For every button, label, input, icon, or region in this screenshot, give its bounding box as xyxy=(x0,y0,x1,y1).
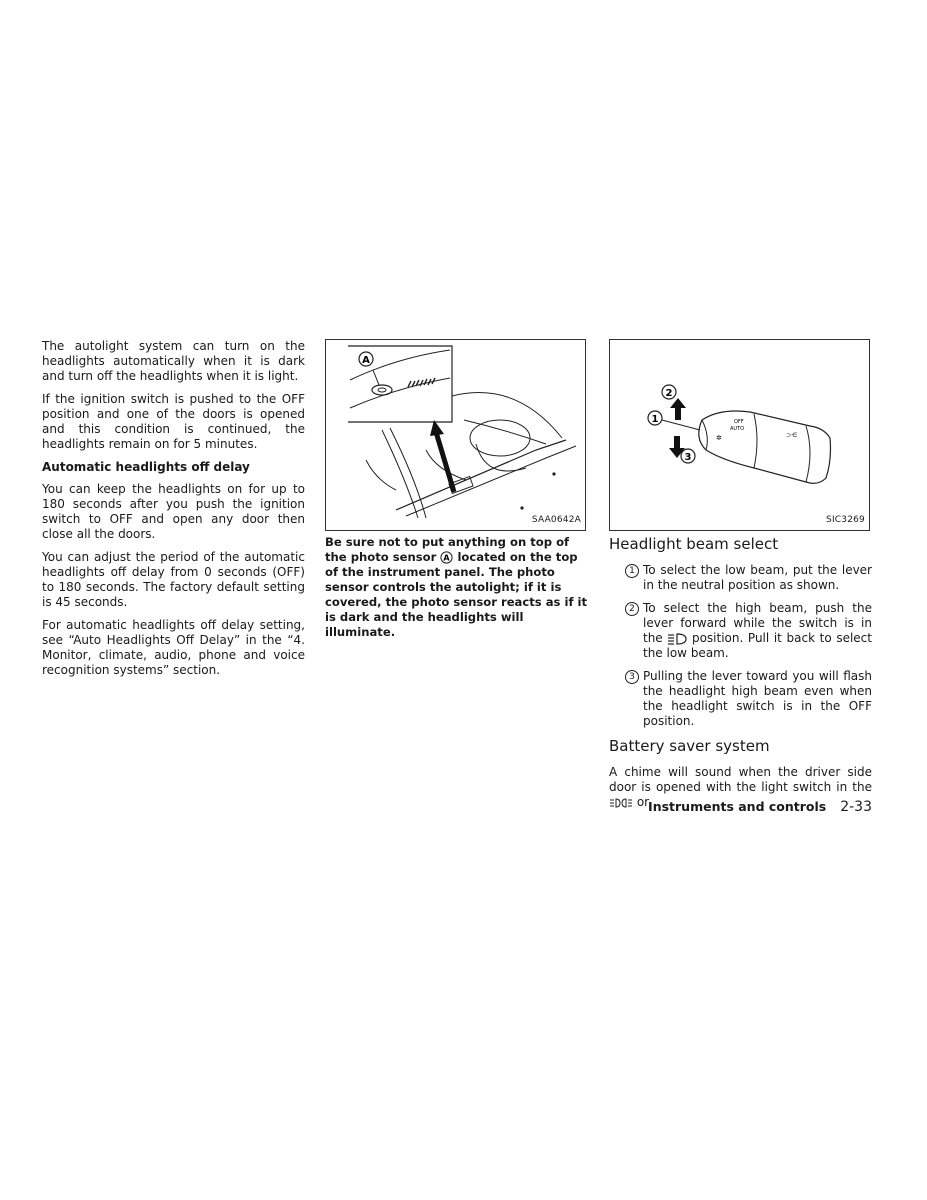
autolight-intro: The autolight system can turn on the headlights automatically when it is dark and turn off the headlights when it is light. xyxy=(42,339,305,383)
left-column xyxy=(42,339,305,686)
battery-text-b: or xyxy=(636,795,650,809)
callout-a-marker xyxy=(326,340,587,532)
battery-text-a: A chime will sound when the driver side door is opened with the light switch in the xyxy=(609,765,872,794)
photo-sensor-caption xyxy=(325,535,588,640)
svg-text:3: 3 xyxy=(684,452,692,463)
figure-id: SIC3269 xyxy=(826,515,865,525)
callout-3 xyxy=(681,449,695,463)
callout-a-label: A xyxy=(362,355,370,366)
right-column xyxy=(609,339,872,818)
svg-text:2: 2 xyxy=(665,388,673,399)
caption-part-1: Be sure not to put anything on top of the photo sensor xyxy=(325,535,570,564)
page-number: 2-33 xyxy=(840,799,872,815)
caption-part-2: located on the top of the instrument panel. The photo sensor controls the autolight; if it is covered, the photo sensor reacts as if it is dark and the headlights will illuminate. xyxy=(325,550,588,639)
adjust-period-paragraph: You can adjust the period of the automatic headlights off delay from 0 seconds (OFF) to 180 seconds. The factory default setting is 45 seconds. xyxy=(42,550,305,609)
off-delay-subheading: Automatic headlights off delay xyxy=(42,460,250,474)
callout-a-inline-label: A xyxy=(443,553,451,563)
figure-id: SAA0642A xyxy=(531,515,581,525)
step-1 xyxy=(625,563,872,593)
step-3 xyxy=(625,669,872,729)
page-footer xyxy=(609,799,872,815)
svg-text:1: 1 xyxy=(651,414,659,425)
callout-a-inline xyxy=(440,551,453,564)
off-delay-paragraph: You can keep the headlights on for up to 180 seconds after you push the ignition switch to OFF and open any door then close all the doors. xyxy=(42,482,305,541)
headlight-beam-heading: Headlight beam select xyxy=(609,535,779,553)
step-text: Pulling the lever toward you will flash the headlight high beam even when the headlight switch is in the OFF position. xyxy=(643,669,872,728)
step-number: 2 xyxy=(625,602,639,616)
lever-label-auto: AUTO xyxy=(730,426,745,432)
setting-reference-paragraph: For automatic headlights off delay setting, see “Auto Headlights Off Delay” in the “4. Monitor, climate, audio, phone and voice recognition systems” section. xyxy=(42,618,305,677)
step-number: 3 xyxy=(625,670,639,684)
headlight-lever-figure xyxy=(609,339,870,531)
headlight-icon xyxy=(667,633,687,645)
step-number: 1 xyxy=(625,564,639,578)
middle-column xyxy=(325,339,588,640)
step-2-text-b: position. Pull it back to select the low beam. xyxy=(643,631,872,660)
lever-label-off: OFF xyxy=(734,419,744,425)
light-symbol: ✲ xyxy=(716,434,722,442)
lever-illustration xyxy=(610,340,871,532)
step-2 xyxy=(625,601,872,661)
ignition-off-paragraph: If the ignition switch is pushed to the OFF position and one of the doors is opened and this condition is continued, the headlights remain on for 5 minutes. xyxy=(42,392,305,451)
step-text xyxy=(643,601,872,661)
step-text: To select the low beam, put the lever in the neutral position as shown. xyxy=(643,563,872,592)
callout-2 xyxy=(662,385,676,399)
fog-symbol: ⊃⋲ xyxy=(786,432,798,439)
photo-sensor-figure xyxy=(325,339,586,531)
battery-saver-heading: Battery saver system xyxy=(609,737,770,755)
footer-section-title: Instruments and controls xyxy=(648,799,827,814)
callout-1 xyxy=(648,411,662,425)
step-2-text-a: To select the high beam, push the lever forward while the switch is in the xyxy=(643,601,872,645)
